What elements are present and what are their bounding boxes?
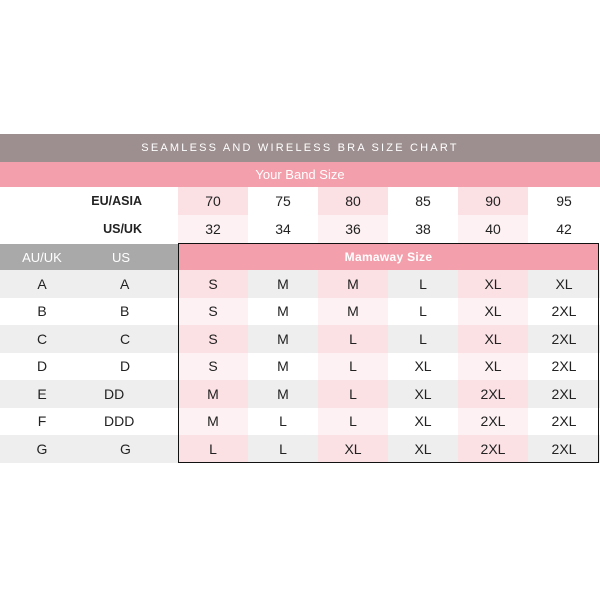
mamaway-size-cell: L <box>388 298 458 326</box>
us-size-cell: 38 <box>388 215 458 243</box>
mamaway-size-cell: L <box>248 435 318 463</box>
mamaway-size-cell: 2XL <box>528 353 600 381</box>
au-uk-cup-cell: F <box>0 408 84 436</box>
mamaway-size-cell: L <box>318 353 388 381</box>
mamaway-size-cell: M <box>248 380 318 408</box>
mamaway-size-cell: XL <box>458 325 528 353</box>
mamaway-size-cell: 2XL <box>458 435 528 463</box>
mamaway-size-cell: XL <box>388 435 458 463</box>
us-size-cell: 36 <box>318 215 388 243</box>
eu-size-cell: 75 <box>248 187 318 215</box>
mamaway-size-cell: 2XL <box>528 435 600 463</box>
table-row <box>0 298 600 326</box>
us-cup-cell: A <box>84 270 178 298</box>
mamaway-size-cell: 2XL <box>528 325 600 353</box>
cup-header <box>0 244 178 270</box>
mamaway-size-cell: M <box>178 408 248 436</box>
eu-asia-row <box>0 187 600 215</box>
table-row <box>0 270 600 298</box>
mamaway-size-cell: XL <box>318 435 388 463</box>
us-cup-cell: C <box>84 325 178 353</box>
table-row <box>0 435 600 463</box>
us-size-cell: 40 <box>458 215 528 243</box>
mamaway-size-cell: S <box>178 298 248 326</box>
us-cup-cell: B <box>84 298 178 326</box>
mamaway-size-cell: M <box>248 325 318 353</box>
mamaway-size-cell: XL <box>388 353 458 381</box>
au-uk-cup-cell: C <box>0 325 84 353</box>
us-size-cell: 32 <box>178 215 248 243</box>
eu-size-cell: 85 <box>388 187 458 215</box>
us-cup-cell: G <box>84 435 178 463</box>
mamaway-size-cell: L <box>318 408 388 436</box>
mamaway-size-cell: XL <box>388 408 458 436</box>
mamaway-size-cell: 2XL <box>458 380 528 408</box>
us-uk-label: US/UK <box>103 222 142 236</box>
mamaway-size-cell: M <box>318 298 388 326</box>
mamaway-size-cell: L <box>248 408 318 436</box>
mamaway-size-cell: M <box>318 270 388 298</box>
eu-size-cell: 90 <box>458 187 528 215</box>
au-uk-cup-cell: A <box>0 270 84 298</box>
mamaway-size-cell: S <box>178 270 248 298</box>
mamaway-size-cell: L <box>178 435 248 463</box>
mamaway-size-cell: 2XL <box>528 408 600 436</box>
eu-size-cell: 70 <box>178 187 248 215</box>
mamaway-size-cell: XL <box>458 298 528 326</box>
table-row <box>0 325 600 353</box>
eu-asia-label: EU/ASIA <box>91 194 142 208</box>
mamaway-size-cell: L <box>388 270 458 298</box>
mamaway-size-cell: M <box>248 270 318 298</box>
mamaway-size-cell: L <box>318 325 388 353</box>
au-uk-cup-cell: G <box>0 435 84 463</box>
au-uk-cup-cell: E <box>0 380 84 408</box>
mamaway-size-header: Mamaway Size <box>179 244 598 270</box>
au-uk-cup-cell: B <box>0 298 84 326</box>
table-row <box>0 353 600 381</box>
mamaway-size-cell: 2XL <box>528 298 600 326</box>
mamaway-size-cell: 2XL <box>458 408 528 436</box>
us-size-cell: 34 <box>248 215 318 243</box>
mamaway-size-cell: L <box>388 325 458 353</box>
us-uk-row <box>0 215 600 243</box>
mamaway-size-cell: M <box>178 380 248 408</box>
mamaway-size-cell: XL <box>528 270 600 298</box>
us-cup-cell: DDD <box>84 408 178 436</box>
mamaway-size-cell: 2XL <box>528 380 600 408</box>
au-uk-header: AU/UK <box>22 249 62 265</box>
us-cup-cell: D <box>84 353 178 381</box>
table-row <box>0 408 600 436</box>
us-size-cell: 42 <box>528 215 600 243</box>
us-cup-cell: DD <box>84 380 178 408</box>
mamaway-size-cell: S <box>178 325 248 353</box>
eu-size-cell: 95 <box>528 187 600 215</box>
table-row <box>0 380 600 408</box>
mamaway-size-cell: XL <box>458 270 528 298</box>
mamaway-size-cell: XL <box>388 380 458 408</box>
mamaway-size-cell: S <box>178 353 248 381</box>
mamaway-size-cell: M <box>248 298 318 326</box>
chart-title: SEAMLESS AND WIRELESS BRA SIZE CHART <box>0 134 600 162</box>
mamaway-size-cell: M <box>248 353 318 381</box>
band-size-header: Your Band Size <box>0 162 600 187</box>
mamaway-size-cell: L <box>318 380 388 408</box>
au-uk-cup-cell: D <box>0 353 84 381</box>
us-header: US <box>112 249 131 265</box>
eu-size-cell: 80 <box>318 187 388 215</box>
mamaway-size-cell: XL <box>458 353 528 381</box>
